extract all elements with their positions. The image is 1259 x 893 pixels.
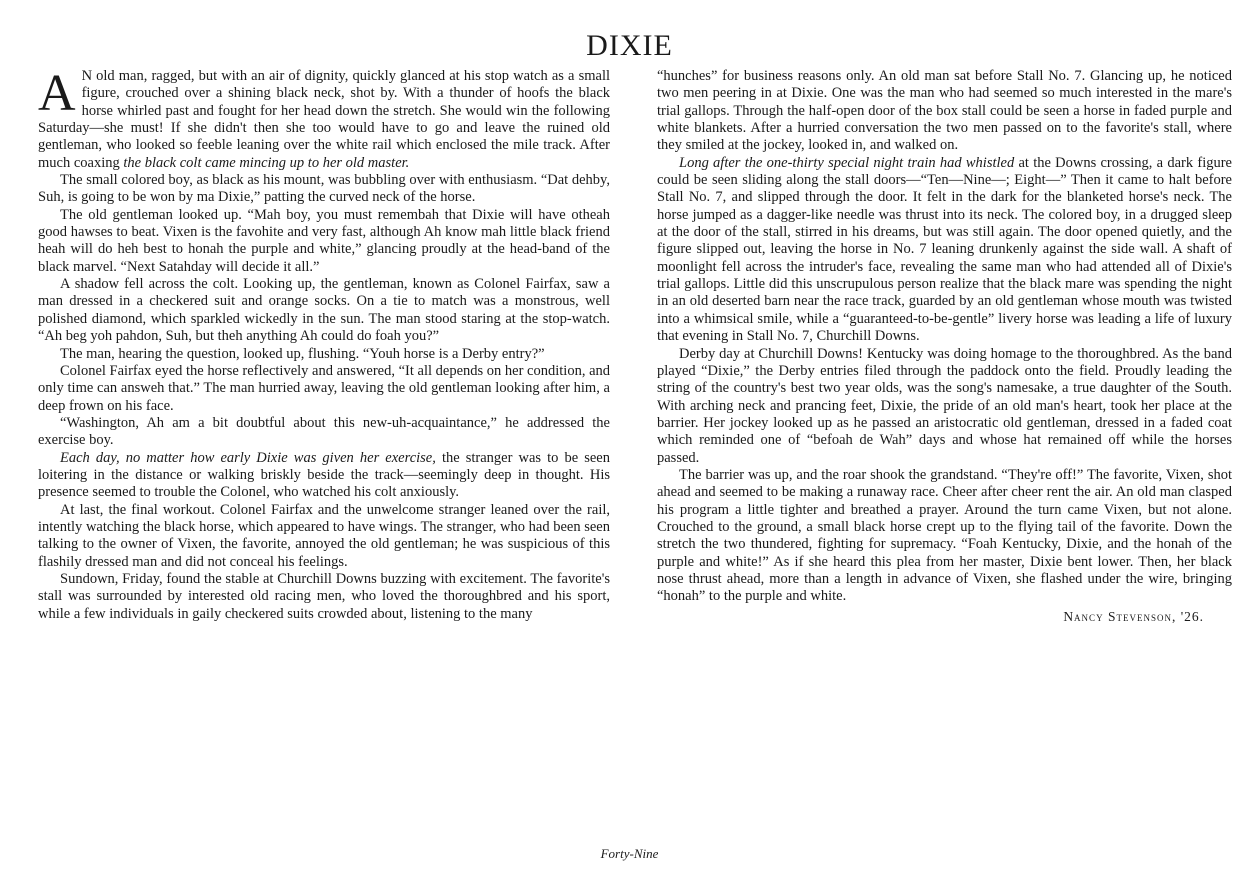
paragraph: The man, hearing the question, looked up, flushing. “Youh horse is a Derby entry?” xyxy=(60,345,545,362)
author-signature: Nancy Stevenson, '26. xyxy=(1063,608,1204,624)
paragraph xyxy=(38,450,610,502)
opening-text: N old man, ragged, but with an air of dignity, quickly glanced at his stop watch as a small figure, crouched over a shining black neck, shot by. With a thunder of hoofs the black horse whirled past and fought for her head down the stretch. She would win the following Saturday—she must! If she didn't then she too would have to go and leave the ruined old gentleman, who looked so feeble leaning over the white rail which enclosed the mile track. After much coaxing xyxy=(38,68,610,171)
paragraph: The barrier was up, and the roar shook the grandstand. “They're off!” The favorite, Vixen, shot ahead and seemed to be making a runaway race. Cheer after cheer rent the air. An old man clasped his program a little tighter and breathed a prayer. Around the turn came Vixen, but not alone. Crouched to the ground, a small black horse crept up to the flying tail of the favorite. Down the stretch the two thundered, fighting for supremacy. “Foah Kentucky, Dixie, and the honah of the purple and white!” As if she heard this plea from her master, Dixie bent lower. Then, her black nose thrust ahead, more than a length in advance of Vixen, she flashed under the wire, bringing “honah” to the purple and white. xyxy=(657,466,1232,605)
page-title: DIXIE xyxy=(586,29,673,62)
page-number: Forty-Nine xyxy=(600,846,659,861)
italic-lead: Long after the one-thirty special night train had whistled xyxy=(679,154,1015,171)
paragraph: Sundown, Friday, found the stable at Churchill Downs buzzing with excitement. The favorite's stall was surrounded by interested old racing men, who loved the thoroughbred and his sport, while a few individuals in gaily checkered suits crowded about, listening to the many xyxy=(38,570,610,622)
paragraph: Derby day at Churchill Downs! Kentucky was doing homage to the thoroughbred. As the band played “Dixie,” the Derby entries filed through the paddock onto the field. Proudly leading the string of the country's best two year olds, was the song's namesake, a true daughter of the South. With arching neck and prancing feet, Dixie, the pride of an old man's heart, took her place at the barrier. Her jockey looked up as he passed an aristocratic old gentleman, dressed in a faded coat which reminded one of “befoah de Wah” days and whose hat remained off while the horses passed. xyxy=(657,345,1232,466)
left-column xyxy=(38,65,611,623)
drop-cap: A xyxy=(38,65,76,122)
paragraph xyxy=(657,155,1232,346)
opening-italic-text: the black colt came mincing up to her old master. xyxy=(123,154,410,171)
paragraph: At last, the final workout. Colonel Fairfax and the unwelcome stranger leaned over the rail, intently watching the black horse, which appeared to have wings. The stranger, who had been seen talking to the owner of Vixen, the favorite, annoyed the old gentleman; he was suspicious of this flashily dressed man and did not conceal his feelings. xyxy=(38,501,610,570)
paragraph: Colonel Fairfax eyed the horse reflectively and answered, “It all depends on her condition, and only time can answeh that.” The man hurried away, leaving the old gentleman looking after him, a deep frown on his face. xyxy=(38,362,611,414)
paragraph: “Washington, Ah am a bit doubtful about this new-uh-acquaintance,” he addressed the exercise boy. xyxy=(38,414,610,449)
paragraph: The small colored boy, as black as his mount, was bubbling over with enthusiasm. “Dat dehby, Suh, is going to be won by ma Dixie,” patting the curved neck of the horse. xyxy=(38,172,610,206)
italic-lead: Each day, no matter how early Dixie was given her exercise, xyxy=(60,449,436,466)
paragraph-rest: the stranger was to be seen loitering in the distance or walking briskly beside the track—seemingly deep in thought. His presence seemed to trouble the Colonel, who watched his colt anxiously. xyxy=(38,449,610,501)
paragraph-rest: at the Downs crossing, a dark figure could be seen sliding along the stall doors—“Ten—Nine—; Eight—” Then it came to halt before Stall No. 7, and slipped through the door. It felt in the dark for the blanketed horse's neck. The horse jumped as a dagger-like needle was thrust into its neck. The colored boy, in a drugged sleep at the door of the stall, stirred in his dreams, but was still again. The door opened quietly, and the figure slipped out, leaving the horse in No. 7 leaning drunkenly against the side wall. A shaft of moonlight fell across the intruder's face, revealing the same man who had attended all of Dixie's trial gallops. Little did this unscrupulous person realize that the black mare was spending the night in an old deserted barn near the race track, guarded by an old gentleman whose mouth was twisted into a whimsical smile, while a “guaranteed-to-be-gentle” livery horse was leading a life of luxury that evening in Stall No. 7, Churchill Downs. xyxy=(657,154,1232,345)
paragraph: A shadow fell across the colt. Looking up, the gentleman, known as Colonel Fairfax, saw a man dressed in a checkered suit and orange socks. On a tie to match was a monstrous, well polished diamond, which sparkled wickedly in the sun. The man stood staring at the stop-watch. “Ah beg yoh pahdon, Suh, but theh anything Ah could do foah you?” xyxy=(38,276,610,345)
paragraph: The old gentleman looked up. “Mah boy, you must remembah that Dixie will have otheah good hawses to beat. Vixen is the favohite and very fast, although Ah know mah little black friend heah will do heh best to honah the purple and white,” glancing proudly at the head-band of the black marvel. “Next Satahday will decide it all.” xyxy=(38,206,610,275)
opening-paragraph xyxy=(38,65,610,172)
right-column xyxy=(657,68,1232,625)
continued-paragraph: “hunches” for business reasons only. An old man sat before Stall No. 7. Glancing up, he noticed two men peering in at Dixie. One was the man who had seemed so much interested in the mare's trial gallops. Through the half-open door of the box stall could be seen a horse in faded purple and white blankets. After a hurried conversation the two men passed on to the favorite's stall, where they smiled at the jockey, looked in, and walked on. xyxy=(657,68,1232,154)
